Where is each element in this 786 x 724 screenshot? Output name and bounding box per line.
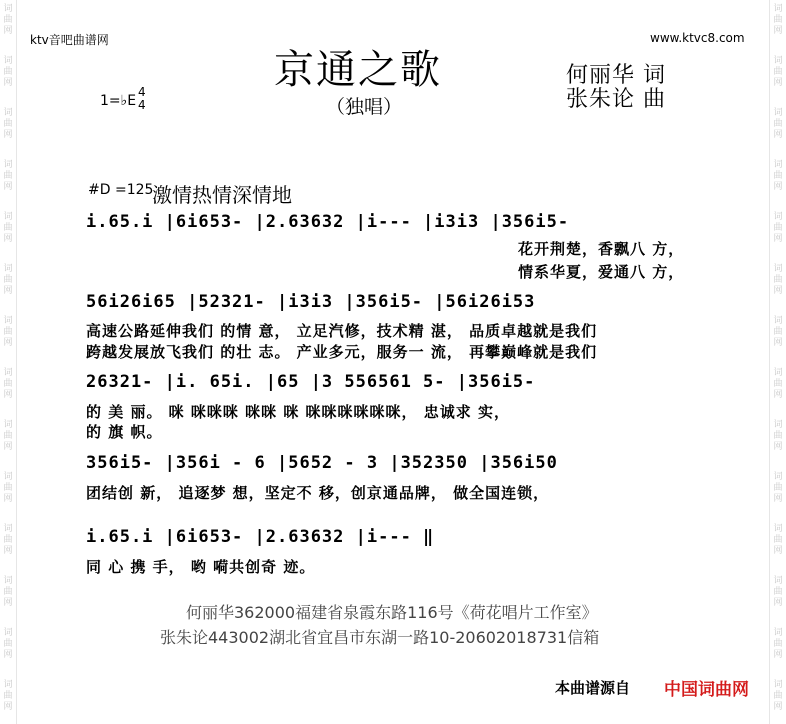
watermark-text: 词 曲 网	[3, 212, 13, 244]
composer-credit: 张朱论 曲	[566, 87, 666, 112]
tempo-marking: #D =125	[88, 182, 154, 198]
watermark-text: 词 曲 网	[3, 628, 13, 660]
watermark-text: 词 曲 网	[773, 680, 783, 712]
watermark-text: 词 曲 网	[773, 264, 783, 296]
lyric-line-3a: 的 美 丽。 咪 咪咪咪 咪咪 咪 咪咪咪咪咪咪， 忠诚求 实，	[86, 403, 511, 421]
watermark-text: 词 曲 网	[3, 472, 13, 504]
watermark-text: 词 曲 网	[773, 368, 783, 400]
time-signature-bottom: 4	[138, 98, 146, 112]
watermark-text: 词 曲 网	[773, 576, 783, 608]
site-left-label: ktv音吧曲谱网	[30, 33, 109, 47]
site-right-url: www.ktvc8.com	[650, 31, 745, 45]
lyric-line-1a: 花开荆楚，香飘八 方，	[518, 240, 685, 258]
watermark-text: 词 曲 网	[3, 160, 13, 192]
time-signature	[138, 86, 146, 112]
key-signature: 1=♭E	[100, 93, 137, 109]
watermark-text: 词 曲 网	[3, 4, 13, 36]
watermark-text: 词 曲 网	[773, 4, 783, 36]
watermark-text: 词 曲 网	[773, 524, 783, 556]
lyric-line-2b: 跨越发展放飞我们 的壮 志。 产业多元，服务一 流， 再攀巅峰就是我们	[86, 343, 598, 361]
watermark-text: 词 曲 网	[3, 576, 13, 608]
watermark-column-right	[769, 0, 786, 724]
watermark-text: 词 曲 网	[3, 56, 13, 88]
watermark-text: 词 曲 网	[3, 108, 13, 140]
time-signature-top: 4	[138, 85, 146, 99]
lyricist-credit: 何丽华 词	[566, 63, 666, 88]
song-subtitle: （独唱）	[326, 96, 403, 118]
lyric-line-5a: 同 心 携 手， 哟 嗬共创奇 迹。	[86, 558, 316, 576]
watermark-text: 词 曲 网	[3, 368, 13, 400]
watermark-text: 词 曲 网	[3, 524, 13, 556]
notation-line-5: i.65.i |6i653- |2.63632 |i--- ‖	[86, 527, 435, 547]
notation-line-3: 26321- |i. 65i. |65 |3 556561 5- |356i5-	[86, 372, 536, 392]
lyric-line-2a: 高速公路延伸我们 的情 意， 立足汽修，技术精 湛， 品质卓越就是我们	[86, 322, 598, 340]
source-brand-link[interactable]: 中国词曲网	[664, 680, 749, 700]
notation-line-4: 356i5- |356i - 6 |5652 - 3 |352350 |356i50	[86, 453, 558, 473]
watermark-text: 词 曲 网	[773, 420, 783, 452]
notation-line-1: i.65.i |6i653- |2.63632 |i--- |i3i3 |356i5-	[86, 212, 570, 232]
watermark-text: 词 曲 网	[3, 264, 13, 296]
address-lyricist: 何丽华362000福建省泉霞东路116号《荷花唱片工作室》	[186, 603, 598, 622]
lyric-line-3b: 的 旗 帜。	[86, 423, 163, 441]
expression-marking: 激情热情深情地	[152, 183, 292, 207]
watermark-text: 词 曲 网	[773, 316, 783, 348]
source-label: 本曲谱源自	[555, 679, 631, 697]
watermark-text: 词 曲 网	[773, 472, 783, 504]
watermark-text: 词 曲 网	[3, 316, 13, 348]
watermark-column-left	[0, 0, 17, 724]
watermark-text: 词 曲 网	[773, 108, 783, 140]
address-composer: 张朱论443002湖北省宜昌市东湖一路10-20602018731信箱	[160, 628, 600, 647]
notation-line-2: 56i26i65 |52321- |i3i3 |356i5- |56i26i53	[86, 292, 536, 312]
watermark-text: 词 曲 网	[3, 420, 13, 452]
song-title: 京通之歌	[274, 47, 442, 93]
watermark-text: 词 曲 网	[773, 160, 783, 192]
watermark-text: 词 曲 网	[773, 56, 783, 88]
lyric-line-1b: 情系华夏，爱通八 方，	[518, 263, 685, 281]
watermark-text: 词 曲 网	[773, 628, 783, 660]
watermark-text: 词 曲 网	[773, 212, 783, 244]
watermark-text: 词 曲 网	[3, 680, 13, 712]
lyric-line-4a: 团结创 新， 追逐梦 想，坚定不 移，创京通品牌， 做全国连锁，	[86, 484, 550, 502]
